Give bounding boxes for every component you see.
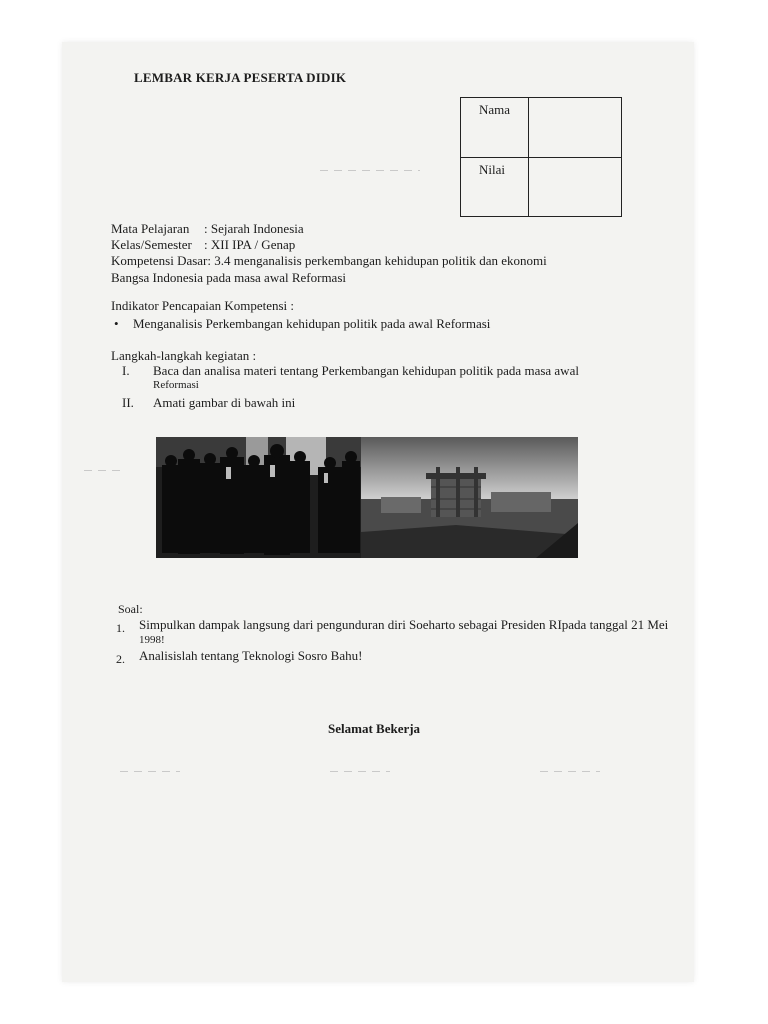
closing-greeting: Selamat Bekerja [328,721,421,736]
question-2-num: 2. [116,652,125,666]
historical-photo [156,437,578,558]
question-1-num: 1. [116,621,125,635]
name-field[interactable] [529,98,621,158]
step-2-text: Amati gambar di bawah ini [153,395,296,410]
subject-value: : Sejarah Indonesia [204,221,304,236]
class-value: : XII IPA / Genap [204,237,296,252]
question-1-text [139,617,668,633]
step-1-num: I. [122,363,130,378]
competency-line-1: Kompetensi Dasar: 3.4 menganalisis perkembangan kehidupan politik dan ekonomi [111,253,547,268]
indicator-bullet: • [114,316,119,331]
question-1-text-main: Simpulkan dampak langsung dari pengunduran diri Soeharto sebagai Presiden RIpada tanggal 21 Mei [139,617,669,632]
indicator-item: Menganalisis Perkembangan kehidupan politik pada awal Reformasi [133,316,491,331]
steps-heading: Langkah-langkah kegiatan : [111,348,257,363]
worksheet-title: LEMBAR KERJA PESERTA DIDIK [134,70,347,85]
competency-line-2: Bangsa Indonesia pada masa awal Reformasi [111,270,347,285]
subject-label: Mata Pelajaran [111,221,190,236]
scan-mark [320,170,420,171]
step-2-num: II. [122,395,134,410]
score-label: Nilai [461,158,529,216]
student-id-box [460,97,622,217]
step-1-text: Baca dan analisa materi tentang Perkembangan kehidupan politik pada masa awal [153,363,579,378]
scan-mark-bottom-1 [120,771,180,772]
class-label: Kelas/Semester [111,237,192,252]
name-label: Nama [461,98,529,158]
questions-heading: Soal: [118,602,143,616]
question-1-text-cont: 1998! [139,634,165,646]
scan-mark-bottom-2 [330,771,390,772]
scan-mark-bottom-3 [540,771,600,772]
step-1-text-cont: Reformasi [153,379,199,391]
question-2-text: Analisislah tentang Teknologi Sosro Bahu! [139,648,363,663]
scan-mark-left [84,470,124,471]
score-field[interactable] [529,158,621,216]
indicator-heading: Indikator Pencapaian Kompetensi : [111,298,295,313]
